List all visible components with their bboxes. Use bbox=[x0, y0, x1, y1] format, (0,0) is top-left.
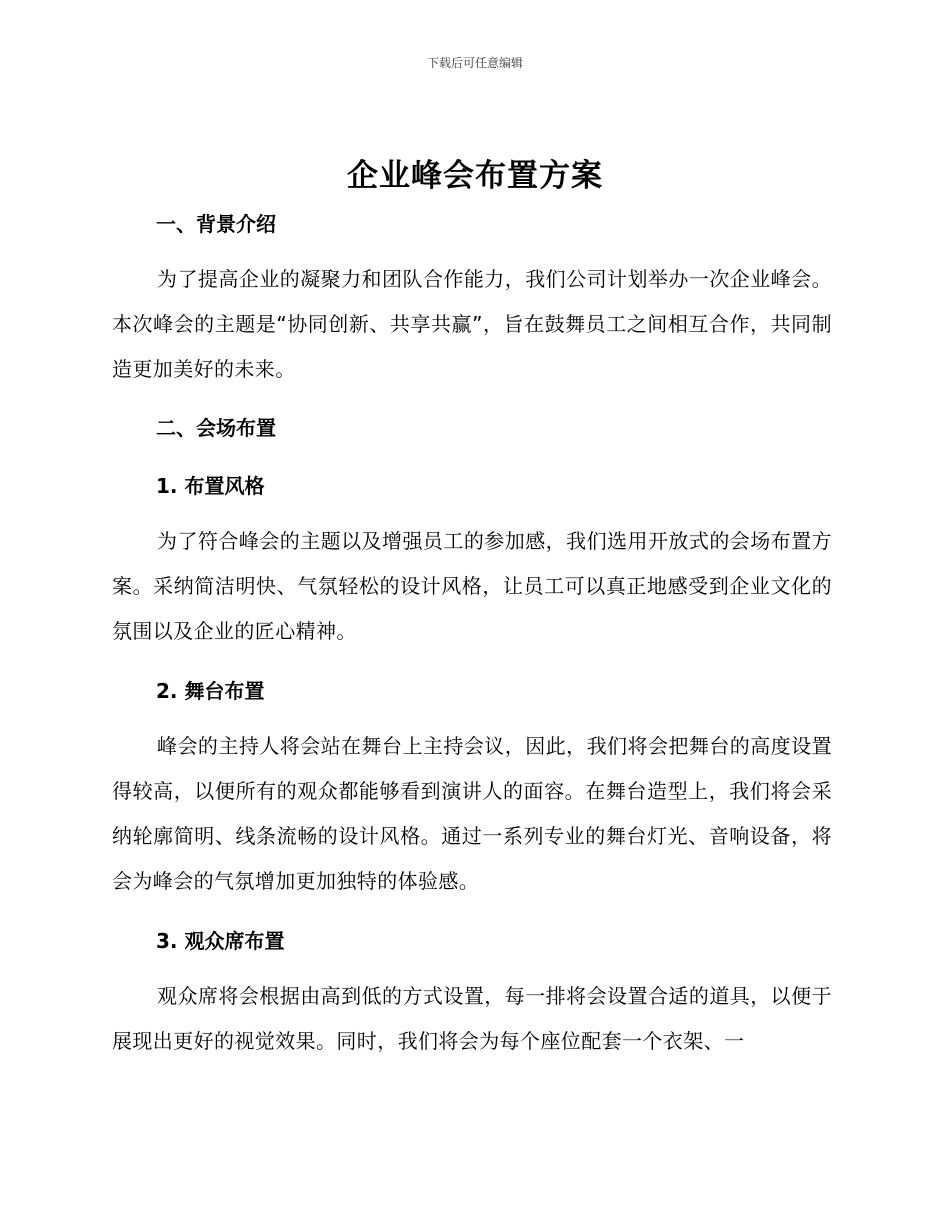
subheading-style: 1. 布置风格 bbox=[156, 474, 265, 498]
section-heading-background: 一、背景介绍 bbox=[156, 212, 276, 236]
document-title: 企业峰会布置方案 bbox=[347, 158, 603, 194]
paragraph-seating: 观众席将会根据由高到低的方式设置，每一排将会设置合适的道具，以便于展现出更好的视觉效果。同时，我们将会为每个座位配套一个衣架、一 bbox=[112, 984, 832, 1053]
paragraph-stage: 峰会的主持人将会站在舞台上主持会议，因此，我们将会把舞台的高度设置得较高，以便所有的观众都能够看到演讲人的面容。在舞台造型上，我们将会采纳轮廓简明、线条流畅的设计风格。通过一系列专业的舞台灯光、音响设备，将会为峰会的气氛增加更加独特的体验感。 bbox=[112, 734, 832, 893]
paragraph-style: 为了符合峰会的主题以及增强员工的参加感，我们选用开放式的会场布置方案。采纳简洁明快、气氛轻松的设计风格，让员工可以真正地感受到企业文化的氛围以及企业的匠心精神。 bbox=[112, 529, 832, 643]
paragraph-background: 为了提高企业的凝聚力和团队合作能力，我们公司计划举办一次企业峰会。本次峰会的主题是“协同创新、共享共赢”，旨在鼓舞员工之间相互合作，共同制造更加美好的未来。 bbox=[112, 267, 832, 381]
page-header: 下载后可任意编辑 bbox=[426, 56, 523, 70]
subheading-stage: 2. 舞台布置 bbox=[156, 679, 265, 703]
section-heading-venue: 二、会场布置 bbox=[156, 416, 276, 440]
subheading-seating: 3. 观众席布置 bbox=[156, 929, 285, 953]
